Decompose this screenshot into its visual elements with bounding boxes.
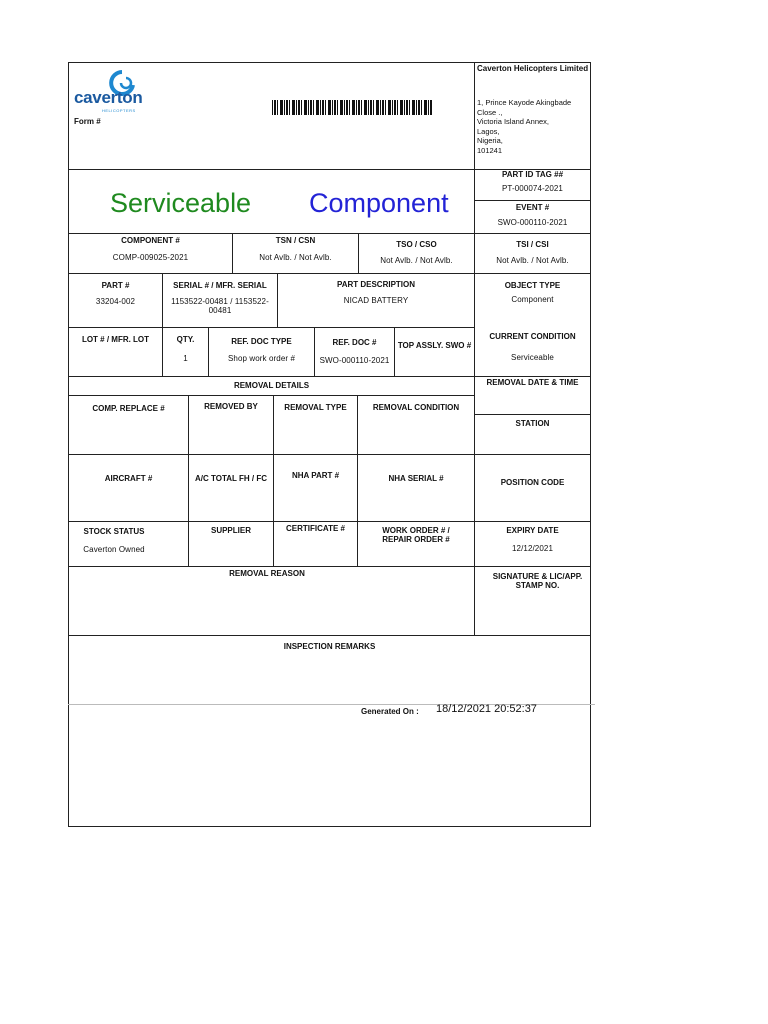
generated-on-value: 18/12/2021 20:52:37 bbox=[436, 703, 537, 715]
event-value: SWO-000110-2021 bbox=[497, 218, 568, 227]
part-id-tag-value: PT-000074-2021 bbox=[501, 184, 563, 193]
serial-value: 1153522-00481 / 1153522- bbox=[171, 297, 269, 306]
removal-reason-label: REMOVAL REASON bbox=[229, 569, 305, 578]
company-logo bbox=[74, 68, 146, 114]
removal-condition-label: REMOVAL CONDITION bbox=[372, 403, 460, 412]
object-type-label: OBJECT TYPE bbox=[504, 281, 561, 290]
ref-doc-type-label: REF. DOC TYPE bbox=[231, 337, 292, 346]
nha-part-label: NHA PART # bbox=[291, 471, 340, 480]
tsn-value: Not Avlb. / Not Avlb. bbox=[259, 253, 332, 262]
current-condition-value: Serviceable bbox=[511, 353, 554, 362]
part-value: 33204-002 bbox=[95, 297, 136, 306]
tsn-label: TSN / CSN bbox=[275, 236, 316, 245]
supplier-label: SUPPLIER bbox=[210, 526, 251, 535]
company-name: Caverton Helicopters Limited bbox=[477, 64, 589, 73]
address-line: Nigeria, bbox=[477, 136, 503, 146]
lot-label: LOT # / MFR. LOT bbox=[81, 335, 150, 344]
barcode bbox=[272, 100, 432, 115]
ref-doc-label: REF. DOC # bbox=[332, 338, 377, 347]
work-order-label: WORK ORDER # / bbox=[382, 526, 450, 535]
current-condition-label: CURRENT CONDITION bbox=[489, 332, 576, 341]
logo-wordmark: caverton bbox=[74, 88, 143, 107]
expiry-date-value: 12/12/2021 bbox=[511, 544, 554, 553]
tsi-label: TSI / CSI bbox=[516, 240, 549, 249]
serial-label: SERIAL # / MFR. SERIAL bbox=[173, 281, 267, 290]
tso-value: Not Avlb. / Not Avlb. bbox=[380, 256, 453, 265]
stamp-label: STAMP NO. bbox=[515, 581, 560, 590]
ref-doc-value: SWO-000110-2021 bbox=[319, 356, 390, 365]
inspection-remarks-label: INSPECTION REMARKS bbox=[283, 642, 376, 651]
tsi-value: Not Avlb. / Not Avlb. bbox=[496, 256, 569, 265]
qty-value: 1 bbox=[183, 354, 188, 363]
tso-label: TSO / CSO bbox=[396, 240, 437, 249]
ac-total-label: A/C TOTAL FH / FC bbox=[195, 474, 267, 483]
part-description-label: PART DESCRIPTION bbox=[336, 280, 416, 289]
repair-order-label: REPAIR ORDER # bbox=[382, 535, 450, 544]
form-number-label: Form # bbox=[74, 117, 101, 126]
removed-by-label: REMOVED BY bbox=[204, 402, 258, 411]
title-serviceable: Serviceable bbox=[110, 188, 252, 218]
stock-status-value: Caverton Owned bbox=[83, 545, 145, 554]
component-label: COMPONENT # bbox=[121, 236, 180, 245]
removal-type-label: REMOVAL TYPE bbox=[284, 403, 347, 412]
nha-serial-label: NHA SERIAL # bbox=[388, 474, 444, 483]
logo-tagline: HELICOPTERS bbox=[102, 108, 136, 113]
object-type-value: Component bbox=[511, 295, 554, 304]
stock-status-label: STOCK STATUS bbox=[83, 527, 145, 536]
certificate-label: CERTIFICATE # bbox=[286, 524, 345, 533]
expiry-date-label: EXPIRY DATE bbox=[506, 526, 559, 535]
title-component: Component bbox=[309, 188, 449, 218]
removal-date-label: REMOVAL DATE & TIME bbox=[486, 378, 579, 387]
position-code-label: POSITION CODE bbox=[500, 478, 565, 487]
removal-details-label: REMOVAL DETAILS bbox=[233, 381, 310, 390]
ref-doc-type-value: Shop work order # bbox=[227, 354, 296, 363]
address-line: 1, Prince Kayode Akingbade bbox=[477, 98, 572, 107]
event-label: EVENT # bbox=[515, 203, 550, 212]
address-line: Close ., bbox=[477, 107, 503, 117]
part-description-value: NICAD BATTERY bbox=[343, 296, 409, 305]
station-label: STATION bbox=[515, 419, 550, 428]
company-address bbox=[477, 98, 587, 156]
aircraft-label: AIRCRAFT # bbox=[104, 474, 153, 483]
address-line: Victoria Island Annex, bbox=[477, 117, 549, 127]
comp-replace-label: COMP. REPLACE # bbox=[92, 404, 165, 413]
component-value: COMP-009025-2021 bbox=[112, 253, 189, 262]
address-line: Lagos, bbox=[477, 126, 500, 136]
top-assly-label: TOP ASSLY. SWO # bbox=[397, 341, 472, 350]
serial-value: 00481 bbox=[208, 306, 232, 315]
part-label: PART # bbox=[101, 281, 130, 290]
address-line: 101241 bbox=[477, 145, 503, 155]
part-id-tag-label: PART ID TAG ## bbox=[501, 170, 564, 179]
generated-on-label: Generated On : bbox=[361, 707, 419, 716]
signature-label: SIGNATURE & LIC/APP. bbox=[492, 572, 583, 581]
qty-label: QTY. bbox=[176, 335, 195, 344]
